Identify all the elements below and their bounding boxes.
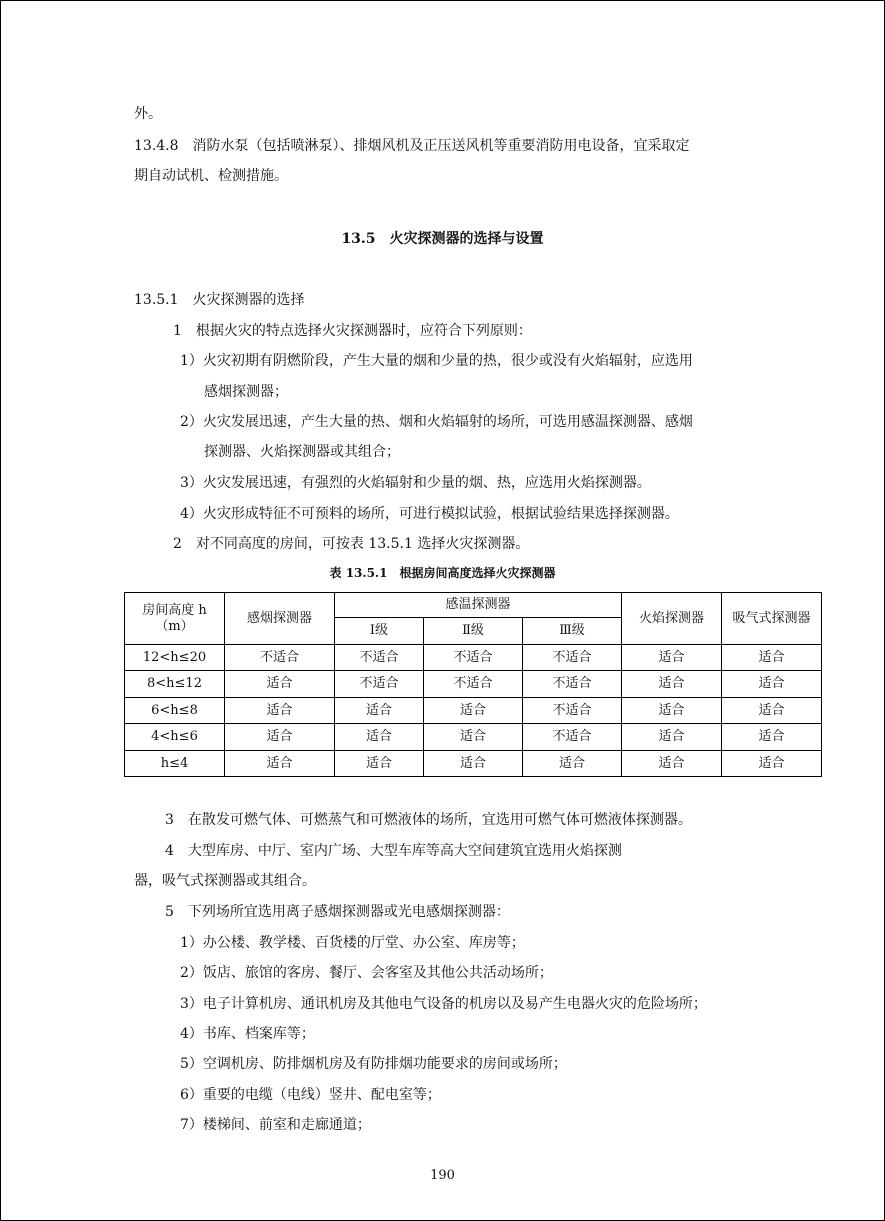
table-row <box>125 751 822 777</box>
header-aspirating-detector: 吸气式探测器 <box>722 593 822 645</box>
table-cell: 不适合 <box>335 671 424 698</box>
list-item: 2 对不同高度的房间，可按表 13.5.1 选择火灾探测器。 <box>173 536 530 552</box>
table-cell: 适合 <box>424 751 523 777</box>
table-cell: 适合 <box>622 671 722 698</box>
table-cell: 适合 <box>225 724 335 751</box>
list-item: 2）火灾发展迅速，产生大量的热、烟和火焰辐射的场所，可选用感温探测器、感烟 <box>180 414 693 430</box>
table-cell: 8<h≤12 <box>125 671 225 698</box>
section-title: 13.5 火灾探测器的选择与设置 <box>341 231 544 247</box>
table-cell: 适合 <box>622 645 722 671</box>
header-heat-grade-3: Ⅲ级 <box>523 618 622 645</box>
list-item: 2）饭店、旅馆的客房、餐厅、会客室及其他公共活动场所； <box>180 965 553 981</box>
table-row <box>125 698 822 724</box>
table-cell: 不适合 <box>225 645 335 671</box>
list-item: 5）空调机房、防排烟机房及有防排烟功能要求的房间或场所； <box>180 1056 567 1072</box>
list-item: 7）楼梯间、前室和走廊通道； <box>180 1117 371 1133</box>
table-cell: 适合 <box>722 698 822 724</box>
list-item: 6）重要的电缆（电线）竖井、配电室等； <box>180 1087 441 1103</box>
list-item: 1 根据火灾的特点选择火灾探测器时，应符合下列原则： <box>173 323 532 339</box>
list-item: 3）电子计算机房、通讯机房及其他电气设备的机房以及易产生电器火灾的危险场所； <box>180 996 707 1012</box>
table-cell: 6<h≤8 <box>125 698 225 724</box>
table-cell: 适合 <box>622 698 722 724</box>
table-cell: 不适合 <box>523 698 622 724</box>
table-caption: 表 13.5.1 根据房间高度选择火灾探测器 <box>329 566 556 580</box>
table-cell: 适合 <box>622 724 722 751</box>
table-cell: 适合 <box>424 698 523 724</box>
header-room-height-label: 房间高度 h <box>142 602 207 618</box>
table-cell: 不适合 <box>523 671 622 698</box>
table-cell: 适合 <box>225 698 335 724</box>
list-item: 4）书库、档案库等； <box>180 1026 315 1042</box>
table-cell: 不适合 <box>424 645 523 671</box>
header-room-height <box>125 593 225 645</box>
table-header-row <box>125 593 822 618</box>
table-row <box>125 724 822 751</box>
table-cell: 适合 <box>225 751 335 777</box>
text-line: 外。 <box>134 106 162 122</box>
page-number: 190 <box>430 1168 455 1183</box>
header-heat-grade-2: Ⅱ级 <box>424 618 523 645</box>
table-cell: 适合 <box>335 698 424 724</box>
table-cell: 不适合 <box>335 645 424 671</box>
clause-13-4-8: 13.4.8 消防水泵（包括喷淋泵）、排烟风机及正压送风机等重要消防用电设备，宜采取定 <box>134 138 690 154</box>
header-room-height-unit: （m） <box>155 618 194 634</box>
table-cell: h≤4 <box>125 751 225 777</box>
list-item: 4 大型库房、中厅、室内广场、大型车库等高大空间建筑宜选用火焰探测 <box>165 843 622 859</box>
header-heat-grade-1: Ⅰ级 <box>335 618 424 645</box>
table-cell: 12<h≤20 <box>125 645 225 671</box>
list-item-continuation: 器，吸气式探测器或其组合。 <box>134 873 316 889</box>
table-cell: 适合 <box>722 671 822 698</box>
table-cell: 不适合 <box>523 645 622 671</box>
list-item: 5 下列场所宜选用离子感烟探测器或光电感烟探测器： <box>165 904 510 920</box>
list-item: 4）火灾形成特征不可预料的场所，可进行模拟试验，根据试验结果选择探测器。 <box>180 506 679 522</box>
list-item: 1）办公楼、教学楼、百货楼的厅堂、办公室、库房等； <box>180 935 525 951</box>
table-cell: 适合 <box>722 645 822 671</box>
detector-selection-table <box>124 592 822 777</box>
list-item: 3）火灾发展迅速，有强烈的火焰辐射和少量的烟、热，应选用火焰探测器。 <box>180 475 651 491</box>
table-cell: 4<h≤6 <box>125 724 225 751</box>
table-row <box>125 671 822 698</box>
table-cell: 适合 <box>722 724 822 751</box>
table-cell: 不适合 <box>424 671 523 698</box>
table-row <box>125 645 822 671</box>
table-cell: 适合 <box>722 751 822 777</box>
clause-13-5-1: 13.5.1 火灾探测器的选择 <box>134 292 305 308</box>
header-smoke-detector: 感烟探测器 <box>225 593 335 645</box>
text-line: 期自动试机、检测措施。 <box>134 168 288 184</box>
header-heat-detector: 感温探测器 <box>335 593 622 618</box>
header-flame-detector: 火焰探测器 <box>622 593 722 645</box>
list-item-continuation: 感烟探测器； <box>204 384 288 400</box>
table-cell: 适合 <box>335 751 424 777</box>
table-cell: 不适合 <box>523 724 622 751</box>
table-cell: 适合 <box>225 671 335 698</box>
list-item-continuation: 探测器、火焰探测器或其组合； <box>204 444 400 460</box>
table-cell: 适合 <box>424 724 523 751</box>
table-cell: 适合 <box>622 751 722 777</box>
table-cell: 适合 <box>335 724 424 751</box>
list-item: 1）火灾初期有阴燃阶段，产生大量的烟和少量的热，很少或没有火焰辐射，应选用 <box>180 353 693 369</box>
table-cell: 适合 <box>523 751 622 777</box>
list-item: 3 在散发可燃气体、可燃蒸气和可燃液体的场所，宜选用可燃气体可燃液体探测器。 <box>165 812 692 828</box>
